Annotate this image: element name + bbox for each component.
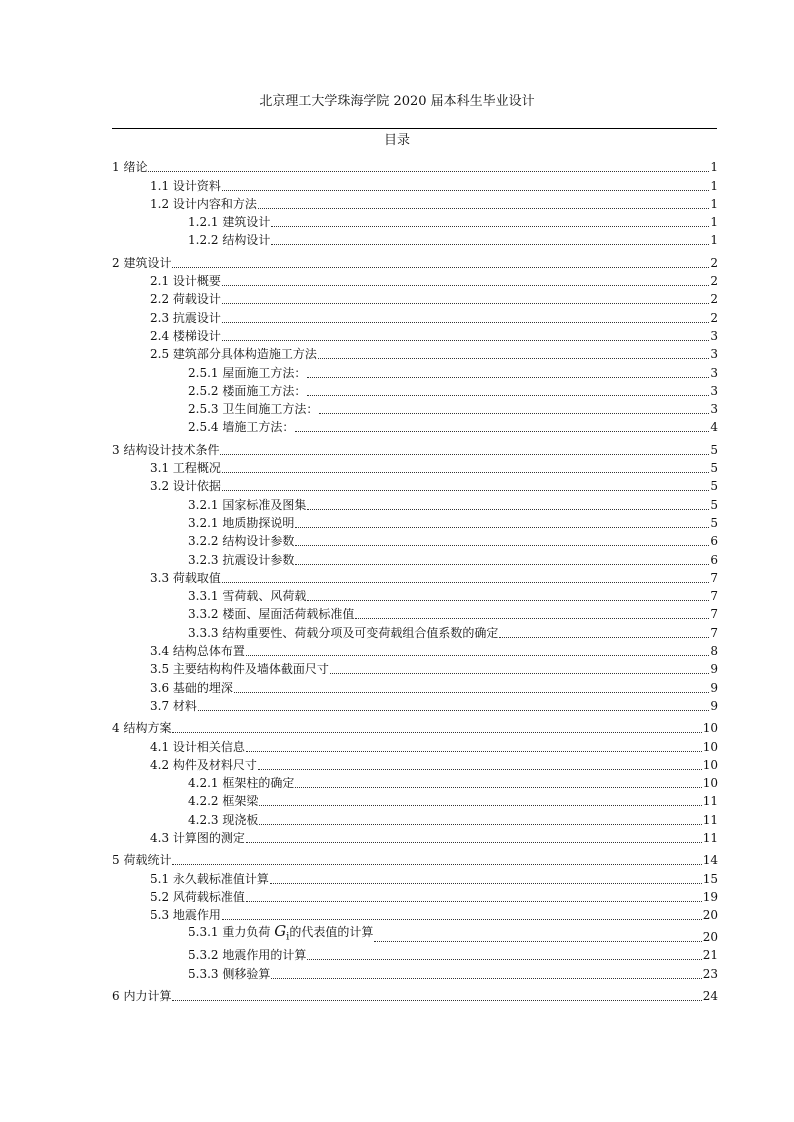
toc-entry-label: 6 内力计算 bbox=[112, 989, 172, 1004]
leader-dots bbox=[222, 340, 709, 341]
toc-entry[interactable] bbox=[112, 531, 718, 549]
toc-entry-page: 5 bbox=[710, 479, 718, 494]
leader-dots bbox=[307, 395, 709, 396]
toc-entry-page: 6 bbox=[710, 534, 718, 549]
toc-entry-label: 3.7 材料 bbox=[150, 698, 197, 713]
leader-dots bbox=[172, 267, 709, 268]
leader-dots bbox=[220, 454, 709, 455]
toc-entry-label: 1.2.2 结构设计 bbox=[188, 233, 271, 248]
toc-entry-page: 4 bbox=[710, 420, 718, 435]
leader-dots bbox=[198, 710, 709, 711]
toc-entry[interactable] bbox=[112, 344, 718, 362]
toc-entry-page: 2 bbox=[710, 274, 718, 289]
toc-entry[interactable] bbox=[112, 604, 718, 622]
toc-entry[interactable] bbox=[112, 622, 718, 640]
toc-entry-page: 10 bbox=[702, 739, 718, 754]
toc-entry-page: 7 bbox=[710, 589, 718, 604]
leader-dots bbox=[307, 509, 709, 510]
leader-dots bbox=[148, 171, 709, 172]
toc-entry[interactable] bbox=[112, 718, 718, 736]
toc-entry[interactable] bbox=[112, 641, 718, 659]
toc-entry-label: 4 结构方案 bbox=[112, 721, 172, 736]
toc-entry[interactable] bbox=[112, 568, 718, 586]
leader-dots bbox=[222, 285, 709, 286]
toc-entry[interactable] bbox=[112, 905, 718, 923]
leader-dots bbox=[295, 787, 701, 788]
toc-entry-page: 9 bbox=[710, 698, 718, 713]
leader-dots bbox=[172, 1000, 701, 1001]
toc-entry[interactable] bbox=[112, 252, 718, 270]
toc-entry-label: 3.2.1 国家标准及图集 bbox=[188, 497, 307, 512]
leader-dots bbox=[222, 582, 709, 583]
toc-entry[interactable] bbox=[112, 439, 718, 457]
toc-entry-label: 2.1 设计概要 bbox=[150, 274, 221, 289]
leader-dots bbox=[271, 226, 709, 227]
toc-entry-label: 2.5 建筑部分具体构造施工方法 bbox=[150, 347, 317, 362]
toc-entry-page: 15 bbox=[702, 871, 718, 886]
toc-entry-label: 5.3.2 地震作用的计算 bbox=[188, 948, 307, 963]
leader-dots bbox=[295, 431, 709, 432]
toc-entry[interactable] bbox=[112, 494, 718, 512]
toc-entry-label: 1.1 设计资料 bbox=[150, 178, 221, 193]
toc-entry-page: 20 bbox=[702, 908, 718, 923]
toc-entry-label: 3.3 荷载取值 bbox=[150, 570, 221, 585]
toc-entry-label: 3.2 设计依据 bbox=[150, 479, 221, 494]
toc-entry[interactable] bbox=[112, 212, 718, 230]
leader-dots bbox=[172, 864, 701, 865]
toc-entry-label: 4.1 设计相关信息 bbox=[150, 739, 245, 754]
toc-entry-page: 10 bbox=[702, 757, 718, 772]
toc-entry[interactable] bbox=[112, 194, 718, 212]
leader-dots bbox=[295, 564, 709, 565]
leader-dots bbox=[222, 490, 709, 491]
table-of-contents bbox=[112, 157, 718, 1004]
toc-title: 目录 bbox=[383, 133, 410, 148]
toc-entry-page: 7 bbox=[710, 607, 718, 622]
leader-dots bbox=[259, 805, 701, 806]
toc-entry-page: 11 bbox=[702, 794, 718, 809]
toc-entry-label: 1 绪论 bbox=[112, 160, 148, 175]
toc-entry-label: 2.5.4 墙施工方法： bbox=[188, 420, 295, 435]
toc-entry-page: 24 bbox=[702, 989, 718, 1004]
toc-entry-page: 5 bbox=[710, 442, 718, 457]
toc-entry-label: 4.2 构件及材料尺寸 bbox=[150, 757, 257, 772]
leader-dots bbox=[246, 901, 702, 902]
toc-entry-label: 2.5.1 屋面施工方法： bbox=[188, 365, 307, 380]
leader-dots bbox=[307, 600, 709, 601]
toc-entry-page: 10 bbox=[702, 721, 718, 736]
toc-entry[interactable] bbox=[112, 659, 718, 677]
toc-entry-page: 1 bbox=[710, 215, 718, 230]
toc-entry-label: 3 结构设计技术条件 bbox=[112, 442, 220, 457]
toc-entry-page: 3 bbox=[710, 347, 718, 362]
leader-dots bbox=[319, 413, 709, 414]
toc-entry[interactable] bbox=[112, 549, 718, 567]
toc-entry-page: 7 bbox=[710, 570, 718, 585]
leader-dots bbox=[259, 824, 701, 825]
toc-entry[interactable] bbox=[112, 289, 718, 307]
toc-entry-page: 8 bbox=[710, 644, 718, 659]
toc-entry-page: 6 bbox=[710, 552, 718, 567]
toc-entry-page: 11 bbox=[702, 830, 718, 845]
toc-entry-page: 1 bbox=[710, 160, 718, 175]
leader-dots bbox=[330, 673, 709, 674]
toc-entry-page: 1 bbox=[710, 178, 718, 193]
leader-dots bbox=[246, 842, 702, 843]
toc-entry-label: 1.2.1 建筑设计 bbox=[188, 215, 271, 230]
toc-entry[interactable] bbox=[112, 230, 718, 248]
toc-entry[interactable] bbox=[112, 513, 718, 531]
leader-dots bbox=[222, 919, 702, 920]
toc-entry-label: 3.4 结构总体布置 bbox=[150, 644, 245, 659]
leader-dots bbox=[318, 358, 709, 359]
leader-dots bbox=[295, 527, 709, 528]
toc-entry-label: 2.4 楼梯设计 bbox=[150, 328, 221, 343]
toc-entry[interactable] bbox=[112, 458, 718, 476]
toc-entry[interactable] bbox=[112, 809, 718, 827]
toc-entry[interactable] bbox=[112, 887, 718, 905]
toc-entry-label: 4.3 计算图的测定 bbox=[150, 830, 245, 845]
toc-entry-label: 4.2.2 框架梁 bbox=[188, 794, 259, 809]
toc-entry-label: 5.3 地震作用 bbox=[150, 908, 221, 923]
toc-entry-page: 5 bbox=[710, 497, 718, 512]
toc-entry[interactable] bbox=[112, 945, 718, 963]
toc-entry-page: 2 bbox=[710, 310, 718, 325]
toc-entry-label: 3.2.2 结构设计参数 bbox=[188, 534, 295, 549]
toc-entry-page: 5 bbox=[710, 461, 718, 476]
gravity-symbol: G bbox=[274, 921, 287, 940]
leader-dots bbox=[222, 303, 709, 304]
toc-entry-label-start: 5.3.1 重力负荷 bbox=[188, 924, 271, 939]
leader-dots bbox=[222, 190, 709, 191]
page-header: 北京理工大学珠海学院 2020 届本科生毕业设计 bbox=[259, 94, 535, 109]
toc-entry[interactable] bbox=[112, 963, 718, 981]
toc-entry[interactable] bbox=[112, 850, 718, 868]
toc-entry-label bbox=[188, 923, 373, 945]
toc-entry-label: 4.2.3 现浇板 bbox=[188, 812, 259, 827]
toc-entry-page: 2 bbox=[710, 255, 718, 270]
toc-entry-page: 3 bbox=[710, 328, 718, 343]
header-rule bbox=[112, 128, 717, 129]
toc-entry-label: 5.1 永久载标准值计算 bbox=[150, 871, 269, 886]
toc-entry-label: 3.3.3 结构重要性、荷载分项及可变荷载组合值系数的确定 bbox=[188, 625, 499, 640]
toc-entry-label: 1.2 设计内容和方法 bbox=[150, 196, 257, 211]
toc-entry-label: 3.6 基础的埋深 bbox=[150, 680, 233, 695]
toc-entry-label: 2.5.2 楼面施工方法： bbox=[188, 383, 307, 398]
toc-entry-page: 2 bbox=[710, 292, 718, 307]
leader-dots bbox=[222, 322, 709, 323]
leader-dots bbox=[172, 732, 701, 733]
toc-entry-page: 11 bbox=[702, 812, 718, 827]
toc-entry-page: 21 bbox=[702, 948, 718, 963]
leader-dots bbox=[271, 978, 701, 979]
leader-dots bbox=[271, 244, 709, 245]
toc-entry-label: 2.3 抗震设计 bbox=[150, 310, 221, 325]
leader-dots bbox=[246, 655, 709, 656]
toc-entry-page: 9 bbox=[710, 680, 718, 695]
toc-entry-page: 1 bbox=[710, 196, 718, 211]
toc-entry-label: 3.2.3 抗震设计参数 bbox=[188, 552, 295, 567]
toc-entry[interactable] bbox=[112, 399, 718, 417]
toc-entry[interactable] bbox=[112, 923, 718, 945]
toc-entry-label: 4.2.1 框架柱的确定 bbox=[188, 776, 295, 791]
toc-entry-label-end: 的代表值的计算 bbox=[289, 924, 374, 939]
toc-entry-page: 10 bbox=[702, 776, 718, 791]
toc-entry[interactable] bbox=[112, 307, 718, 325]
toc-entry-page: 5 bbox=[710, 515, 718, 530]
toc-entry[interactable] bbox=[112, 362, 718, 380]
toc-entry-page: 23 bbox=[702, 966, 718, 981]
leader-dots bbox=[307, 377, 709, 378]
toc-entry[interactable] bbox=[112, 381, 718, 399]
toc-entry[interactable] bbox=[112, 677, 718, 695]
leader-dots bbox=[355, 618, 709, 619]
toc-entry-label: 3.1 工程概况 bbox=[150, 461, 221, 476]
leader-dots bbox=[222, 472, 709, 473]
toc-entry[interactable] bbox=[112, 271, 718, 289]
toc-entry[interactable] bbox=[112, 586, 718, 604]
toc-entry[interactable] bbox=[112, 791, 718, 809]
toc-entry[interactable] bbox=[112, 417, 718, 435]
toc-entry-page: 14 bbox=[702, 853, 718, 868]
toc-entry-label: 2.5.3 卫生间施工方法： bbox=[188, 402, 319, 417]
toc-entry-page: 9 bbox=[710, 662, 718, 677]
leader-dots bbox=[234, 692, 709, 693]
toc-entry-page: 19 bbox=[702, 889, 718, 904]
leader-dots bbox=[258, 769, 702, 770]
toc-entry[interactable] bbox=[112, 868, 718, 886]
toc-entry-label: 2 建筑设计 bbox=[112, 255, 172, 270]
toc-entry-page: 1 bbox=[710, 233, 718, 248]
toc-entry-label: 3.3.1 雪荷载、风荷载 bbox=[188, 589, 307, 604]
leader-dots bbox=[374, 941, 701, 942]
gravity-subscript: i bbox=[286, 931, 290, 943]
toc-entry-label: 3.5 主要结构构件及墙体截面尺寸 bbox=[150, 662, 329, 677]
toc-entry[interactable] bbox=[112, 986, 718, 1004]
leader-dots bbox=[246, 751, 702, 752]
toc-entry-label: 5 荷载统计 bbox=[112, 853, 172, 868]
leader-dots bbox=[499, 637, 709, 638]
toc-entry[interactable] bbox=[112, 736, 718, 754]
toc-entry-page: 3 bbox=[710, 383, 718, 398]
toc-entry-label: 5.3.3 侧移验算 bbox=[188, 966, 271, 981]
toc-entry-label: 2.2 荷载设计 bbox=[150, 292, 221, 307]
toc-entry-page: 3 bbox=[710, 402, 718, 417]
toc-entry-label: 5.2 风荷载标准值 bbox=[150, 889, 245, 904]
toc-entry-page: 3 bbox=[710, 365, 718, 380]
toc-entry-label: 3.3.2 楼面、屋面活荷载标准值 bbox=[188, 607, 355, 622]
toc-entry[interactable] bbox=[112, 755, 718, 773]
toc-entry[interactable] bbox=[112, 828, 718, 846]
toc-entry[interactable] bbox=[112, 773, 718, 791]
leader-dots bbox=[295, 545, 709, 546]
toc-entry-label: 3.2.1 地质勘探说明 bbox=[188, 515, 295, 530]
toc-entry[interactable] bbox=[112, 696, 718, 714]
toc-entry-page: 7 bbox=[710, 625, 718, 640]
toc-entry[interactable] bbox=[112, 157, 718, 175]
leader-dots bbox=[307, 959, 701, 960]
toc-entry[interactable] bbox=[112, 175, 718, 193]
leader-dots bbox=[258, 208, 709, 209]
toc-entry[interactable] bbox=[112, 326, 718, 344]
leader-dots bbox=[270, 883, 702, 884]
toc-entry[interactable] bbox=[112, 476, 718, 494]
toc-entry-page: 20 bbox=[702, 930, 718, 945]
